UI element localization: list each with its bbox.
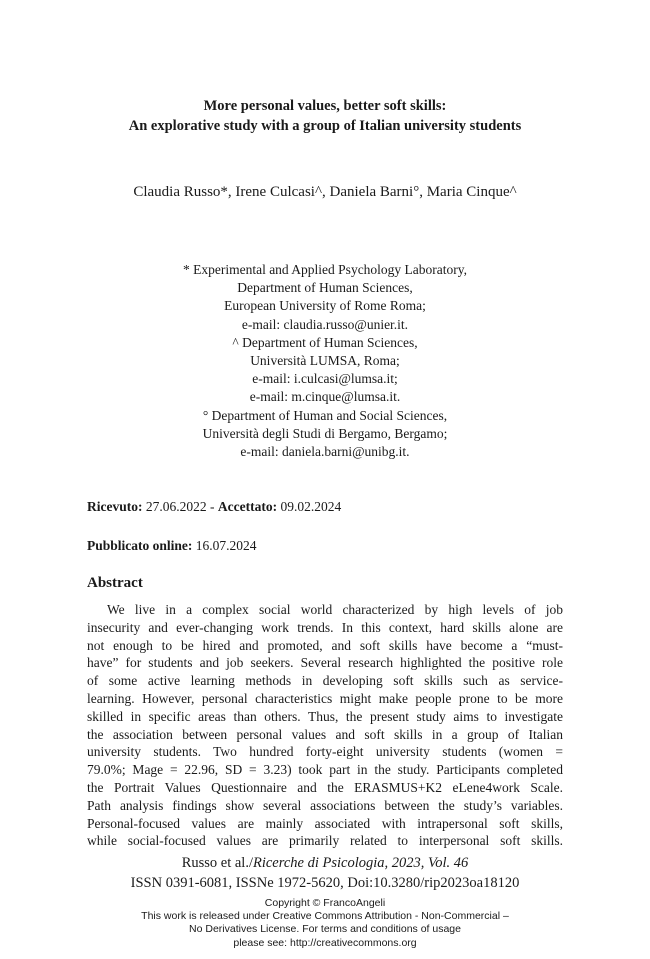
license-url-line: please see: http://creativecommons.org	[233, 936, 417, 949]
paper-title	[0, 96, 650, 136]
abstract-line: while social-focused values are primarily related to interpersonal soft skills.	[87, 833, 563, 849]
abstract-line: Path analysis findings show several associations between the study’s variables.	[87, 797, 563, 813]
citation-line	[0, 853, 650, 873]
abstract-line: We live in a complex social world characterized by high levels of job	[107, 602, 563, 617]
abstract-line: have” for students and job seekers. Several research highlighted the positive role	[87, 655, 563, 671]
affiliation-line: Department of Human Sciences,	[237, 280, 413, 296]
citation-footer	[0, 853, 650, 893]
received-date: 27.06.2022 -	[145, 499, 215, 514]
affiliation-email: e-mail: claudia.russo@unier.it.	[241, 316, 409, 332]
affiliations	[0, 261, 650, 461]
affiliation-line: European University of Rome Roma;	[224, 298, 426, 314]
citation-authors: Russo et al./	[181, 855, 253, 871]
author-list: Claudia Russo*, Irene Culcasi^, Daniela Barni°, Maria Cinque^	[133, 184, 517, 200]
license-notice	[0, 897, 650, 950]
affiliation-email: e-mail: i.culcasi@lumsa.it;	[252, 371, 398, 387]
affiliation-email: e-mail: daniela.barni@unibg.it.	[240, 444, 410, 460]
affiliation-email: e-mail: m.cinque@lumsa.it.	[249, 389, 401, 405]
abstract-line: 79.0%; Mage = 22.96, SD = 3.23) took part in the study. Participants completed	[87, 762, 563, 778]
abstract-line: learning. However, personal characteristics might make people prone to be more	[87, 690, 563, 706]
abstract-line: Personal-focused values are mainly associated with intrapersonal soft skills,	[87, 815, 563, 831]
title-line-2: An explorative study with a group of Italian university students	[128, 118, 522, 134]
affiliation-line: Università degli Studi di Bergamo, Bergamo;	[202, 425, 448, 441]
license-line: This work is released under Creative Commons Attribution - Non-Commercial –	[141, 910, 509, 923]
abstract-line: of some active learning methods in developing soft skills such as service-	[87, 673, 563, 689]
copyright-line: Copyright © FrancoAngeli	[264, 897, 386, 909]
license-line: No Derivatives License. For terms and conditions of usage	[189, 923, 461, 936]
abstract-body	[87, 601, 563, 850]
abstract-line: not enough to be hired and promoted, and soft skills have become a “must-	[87, 637, 563, 653]
published-label: Pubblicato online:	[87, 538, 193, 553]
published-date-line	[87, 538, 257, 554]
citation-journal: Ricerche di Psicologia, 2023, Vol. 46	[252, 855, 469, 871]
accepted-label: Accettato:	[217, 499, 278, 514]
abstract-line: the association between personal values and soft skills in a group of Italian	[87, 726, 563, 742]
accepted-date: 09.02.2024	[280, 499, 342, 514]
published-date: 16.07.2024	[195, 538, 257, 553]
affiliation-line: ° Department of Human and Social Sciences,	[202, 407, 448, 423]
title-line-1: More personal values, better soft skills:	[203, 98, 447, 114]
abstract-heading: Abstract	[87, 575, 143, 591]
abstract-line: insecurity and ever-changing work trends. In this context, hard skills alone are	[87, 619, 563, 635]
affiliation-line: * Experimental and Applied Psychology Laboratory,	[182, 262, 468, 277]
affiliation-line: ^ Department of Human Sciences,	[232, 334, 418, 350]
abstract-line: the Portrait Values Questionnaire and the ERASMUS+K2 eLene4work Scale.	[87, 779, 563, 795]
abstract-line: university students. Two hundred forty-eight university students (women =	[87, 744, 563, 760]
citation-identifiers: ISSN 0391-6081, ISSNe 1972-5620, Doi:10.3280/rip2023oa18120	[130, 875, 520, 891]
received-label: Ricevuto:	[87, 499, 143, 514]
affiliation-line: Università LUMSA, Roma;	[250, 353, 400, 369]
abstract-line: skilled in specific areas than others. Thus, the present study aims to investigate	[87, 708, 563, 724]
received-accepted-dates	[87, 499, 341, 515]
